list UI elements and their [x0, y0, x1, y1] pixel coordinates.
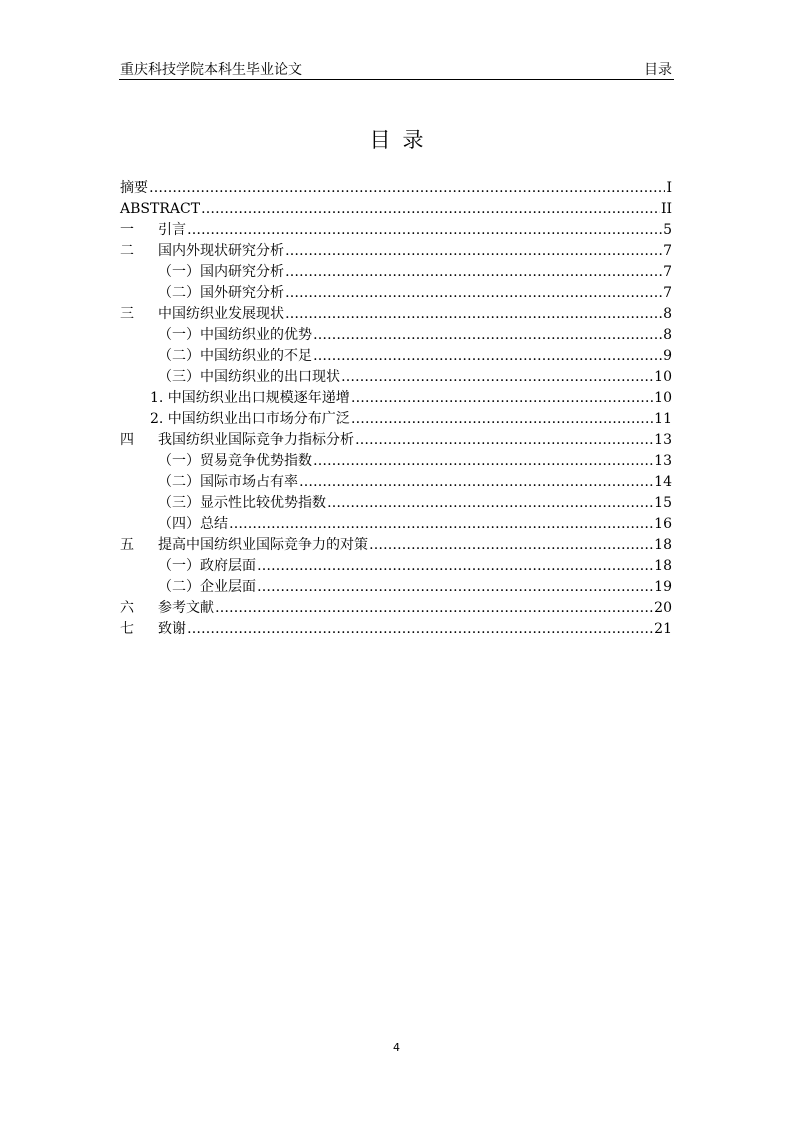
header-rule: [119, 79, 674, 80]
toc-dot-leader: [341, 367, 653, 388]
toc-entry-title: （一）政府层面: [158, 558, 256, 574]
toc-entry-page: I: [666, 180, 672, 196]
toc-entry-page: 18: [654, 537, 672, 553]
toc-dot-leader: [285, 304, 662, 325]
toc-entry-page: 14: [654, 474, 672, 490]
toc-dot-leader: [257, 556, 653, 577]
toc-entry[interactable]: [120, 430, 672, 451]
toc-entry-title: （四）总结: [158, 516, 228, 532]
toc-entry[interactable]: [120, 598, 672, 619]
header-right: 目录: [644, 62, 672, 78]
toc-entry-title: ABSTRACT: [120, 201, 201, 217]
toc-entry-page: 19: [654, 579, 672, 595]
toc-entry[interactable]: [120, 367, 672, 388]
toc-entry-number: 五: [120, 537, 134, 553]
toc-dot-leader: [285, 283, 662, 304]
toc-entry-title: （一）贸易竞争优势指数: [158, 453, 312, 469]
toc-entry-page: 15: [654, 495, 672, 511]
toc-entry-page: 10: [654, 390, 672, 406]
toc-entry-page: 10: [654, 369, 672, 385]
toc-dot-leader: [187, 220, 662, 241]
toc-entry-page: 7: [663, 264, 672, 280]
toc-title: 目录: [369, 128, 436, 152]
toc-entry-title: （三）显示性比较优势指数: [158, 495, 326, 511]
toc-entry-page: 9: [663, 348, 672, 364]
toc-entry-page: 18: [654, 558, 672, 574]
toc-dot-leader: [285, 262, 662, 283]
toc-entry[interactable]: [120, 619, 672, 640]
toc-entry-page: 13: [654, 432, 672, 448]
toc-dot-leader: [327, 493, 653, 514]
toc-entry-title: 我国纺织业国际竞争力指标分析: [158, 432, 354, 448]
toc-entry-page: 21: [654, 621, 672, 637]
toc-entry[interactable]: [120, 283, 672, 304]
toc-dot-leader: [313, 325, 662, 346]
toc-entry-number: 七: [120, 621, 134, 637]
toc-dot-leader: [149, 178, 665, 199]
toc-entry[interactable]: [120, 493, 672, 514]
toc-dot-leader: [299, 472, 653, 493]
toc-entry[interactable]: [120, 199, 672, 220]
toc-entry-title: （一）国内研究分析: [158, 264, 284, 280]
toc-entry-title: 中国纺织业发展现状: [158, 306, 284, 322]
toc-entry-title: 提高中国纺织业国际竞争力的对策: [158, 537, 368, 553]
toc-entry-page: 5: [663, 222, 672, 238]
toc-entry-title: 参考文献: [158, 600, 214, 616]
toc-entry-page: 8: [663, 327, 672, 343]
toc-dot-leader: [313, 346, 662, 367]
toc-entry[interactable]: [120, 241, 672, 262]
page-number: 4: [393, 1041, 400, 1054]
toc-dot-leader: [229, 514, 653, 535]
toc-entry-page: 11: [654, 411, 672, 427]
toc-entry-number: 六: [120, 600, 134, 616]
toc-entry-page: 7: [663, 285, 672, 301]
toc-entry[interactable]: [120, 535, 672, 556]
toc-dot-leader: [285, 241, 662, 262]
toc-entry-title: 摘要: [120, 180, 148, 196]
toc-entry-title: （一）中国纺织业的优势: [158, 327, 312, 343]
toc-entry[interactable]: [120, 262, 672, 283]
toc-dot-leader: [313, 451, 653, 472]
toc-entry-page: 8: [663, 306, 672, 322]
toc-entry[interactable]: [120, 220, 672, 241]
toc-dot-leader: [351, 409, 653, 430]
toc-entry-page: 20: [654, 600, 672, 616]
toc-entry-title: 国内外现状研究分析: [158, 243, 284, 259]
toc-entry-title: 1. 中国纺织业出口规模逐年递增: [150, 390, 350, 406]
toc-dot-leader: [257, 577, 653, 598]
toc-entry-title: （二）中国纺织业的不足: [158, 348, 312, 364]
toc-dot-leader: [201, 199, 660, 220]
toc-dot-leader: [215, 598, 653, 619]
toc-entry[interactable]: [120, 451, 672, 472]
toc-dot-leader: [355, 430, 653, 451]
toc-entry[interactable]: [120, 472, 672, 493]
toc-entry-title: 2. 中国纺织业出口市场分布广泛: [150, 411, 350, 427]
toc-dot-leader: [187, 619, 653, 640]
toc-entry[interactable]: [120, 409, 672, 430]
toc-entry-page: 7: [663, 243, 672, 259]
toc-entry-title: 引言: [158, 222, 186, 238]
toc-entry-number: 二: [120, 243, 134, 259]
toc-entry-title: （三）中国纺织业的出口现状: [158, 369, 340, 385]
header-left: 重庆科技学院本科生毕业论文: [120, 62, 302, 78]
toc-entry-title: （二）企业层面: [158, 579, 256, 595]
toc-entry-number: 三: [120, 306, 134, 322]
toc-dot-leader: [369, 535, 653, 556]
toc-entry[interactable]: [120, 325, 672, 346]
toc-entry-title: （二）国际市场占有率: [158, 474, 298, 490]
toc-entry-number: 一: [120, 222, 134, 238]
toc-entry[interactable]: [120, 514, 672, 535]
toc-entry[interactable]: [120, 346, 672, 367]
toc-entry[interactable]: [120, 304, 672, 325]
toc-entry[interactable]: [120, 178, 672, 199]
toc-dot-leader: [351, 388, 653, 409]
toc-entry[interactable]: [120, 577, 672, 598]
toc-entry[interactable]: [120, 556, 672, 577]
toc-entry-title: 致谢: [158, 621, 186, 637]
toc-entry[interactable]: [120, 388, 672, 409]
toc-entry-page: 16: [654, 516, 672, 532]
table-of-contents: [120, 178, 672, 640]
toc-entry-title: （二）国外研究分析: [158, 285, 284, 301]
toc-entry-page: 13: [654, 453, 672, 469]
toc-entry-page: II: [660, 201, 672, 217]
toc-entry-number: 四: [120, 432, 134, 448]
